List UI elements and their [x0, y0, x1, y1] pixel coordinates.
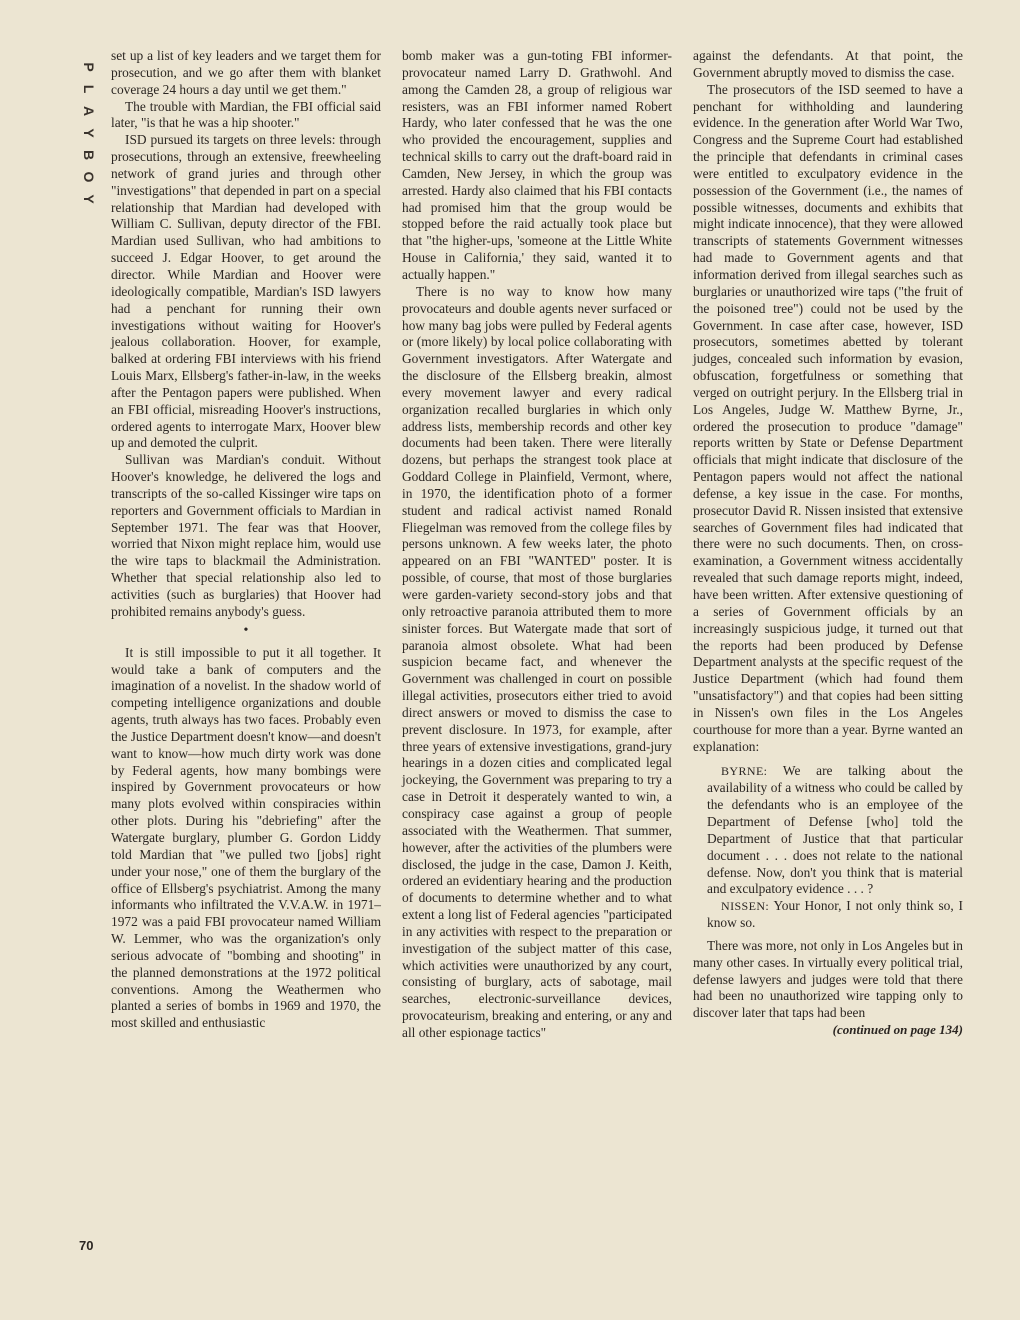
paragraph: There is no way to know how many provocateurs and double agents never surfaced or how many bag jobs were pulled by Federal agents or (more likely) by local police collaborating with Government investigators. After Watergate and the disclosure of the Ellsberg breakin, almost every movement lawyer and every radical organization recalled burglaries in which only address lists, membership records and other key documents had been taken. There were literally dozens, but perhaps the strangest took place at Goddard College in Plainfield, Vermont, where, in 1970, the identification photo of a former student and radical activist named Ronald Fliegelman was removed from the college files by persons unknown. A few weeks later, the photo appeared on an FBI "WANTED" poster. It is possible, of course, that most of those burglaries were garden-variety second-story jobs and that only retroactive paranoia attributed them to more sinister forces. But Watergate made that sort of paranoia almost obsolete. What had been suspicion became fact, and whenever the Government was challenged in court on possible illegal activities, prosecutors either tried to avoid direct answers or moved to dismiss the case to prevent disclosure. In 1973, for example, after three years of extensive investigations, grand-jury hearings in a dozen cities and complicated legal jockeying, the Government was preparing to try a case in Detroit it desperately wanted to win, a conspiracy case against a group of people associated with the Weathermen. That summer, however, after the activities of the plumbers were disclosed, the judge in the case, Damon J. Keith, ordered an evidentiary hearing and the production of documents to determine whether and to what extent a long list of Federal agencies "participated in any activities with respect to the preparation or investigation of the subject matter of this case, which activities were unauthorized by any court, consisting of burglary, acts of sabotage, mail searches, electronic-surveillance devices, provocateurism, breaking and entering, or any and all other espionage tactics" — [402, 283, 672, 1040]
article-column-1 — [111, 48, 381, 1032]
paragraph: set up a list of key leaders and we target them for prosecution, and we go after them with blanket coverage 24 hours a day until we get them." — [111, 48, 381, 97]
page-number: 70 — [79, 1238, 94, 1253]
transcript-text: We are talking about the availability of a witness who could be called by the defendants who is an employee of the Department of Defense [who] told the Department of Justice that that particular document . . . does not relate to the national defense. Now, don't you think that is material and exculpatory evidence . . . ? — [707, 763, 964, 897]
logo-letter: P — [81, 62, 97, 72]
transcript-text: Your Honor, I not only think so, I know so. — [707, 898, 963, 931]
speaker-label: BYRNE: — [721, 764, 768, 779]
paragraph: It is still impossible to put it all together. It would take a bank of computers and the imagination of a novelist. In the shadow world of competing intelligence organizations and double agents, truth always has two faces. Probably even the Justice Department doesn't know—and doesn't want to know—how much dirty work was done by Federal agents, how many bombings were inspired by Government provocateurs or how many plots evolved within conspiracies within other plots. During his "debriefing" after the Watergate burglary, plumber G. Gordon Liddy told Mardian that "we pulled two [jobs] right under your nose," one of them the burglary of the office of Ellsberg's psychiatrist. Among the many informants who infiltrated the V.V.A.W. in 1971–1972 was a paid FBI provocateur named William W. Lemmer, who was the organization's only serious advocate of "bombing and shooting" in the planned demonstrations at the 1972 political conventions. Among the Weathermen who planted a series of bombs in 1969 and 1970, the most skilled and enthusiastic — [111, 644, 381, 1031]
court-transcript — [707, 763, 963, 931]
logo-letter: A — [81, 105, 97, 117]
magazine-logo — [79, 56, 99, 210]
section-separator: • — [243, 622, 249, 638]
paragraph: There was more, not only in Los Angeles but in many other cases. In virtually every political trial, defense lawyers and judges were told that there had been no unauthorized wire tapping only to discover later that taps had been — [693, 937, 963, 1021]
transcript-entry — [707, 763, 963, 898]
article-column-2 — [402, 48, 672, 1042]
transcript-entry — [707, 898, 963, 932]
article-column-3 — [693, 48, 963, 1039]
paragraph: bomb maker was a gun-toting FBI informer-provocateur named Larry D. Grathwohl. And among the Camden 28, a group of religious war resisters, was an FBI informer named Robert Hardy, who later confessed that he was the one who provided the encouragement, supplies and technical skills to carry out the draft-board raid in Camden, New Jersey, in which the group was arrested. Hardy also claimed that his FBI contacts had promised him that the group would be stopped before the raid actually took place but that "the higher-ups, 'someone at the Little White House in California,' they said, wanted it to actually happen." — [402, 48, 672, 282]
logo-letter: L — [81, 84, 97, 94]
logo-letter: O — [81, 171, 97, 183]
continued-link[interactable]: (continued on page 134) — [832, 1022, 963, 1038]
paragraph: The prosecutors of the ISD seemed to have a penchant for withholding and laundering evidence. In the generation after World War Two, Congress and the Supreme Court had established the principle that defendants in criminal cases were entitled to exculpatory evidence in the possession of the Government (i.e., the names of possible witnesses, documents and exhibits that might indicate innocence), that they were allowed transcripts of statements Government witnesses had made to Government agents and that information derived from illegal searches such as burglaries or unauthorized wire taps ("the fruit of the poisoned tree") could not be used by the Government. In case after case, however, ISD prosecutors, sometimes abetted by tolerant judges, concealed such information by evasion, obfuscation, forgetfulness or something that verged on outright perjury. In the Ellsberg trial in Los Angeles, Judge W. Matthew Byrne, Jr., ordered the prosecution to produce "damage" reports written by State or Defense Department officials that might indicate that disclosure of the Pentagon papers would not affect the national defense, a key issue in the case. For months, prosecutor David R. Nissen insisted that extensive searches of Government files had indicated that there were no such documents. Then, on cross-examination, a Government witness accidentally revealed that such damage reports might, indeed, have been written. After extensive questioning of a series of Government officials by an increasingly suspicious judge, it turned out that the reports had been produced by Defense Department analysts at the specific request of the Justice Department (which had found them "unsatisfactory") and that copies had been sitting in Nissen's own files in the Los Angeles courthouse for more than a year. Byrne wanted an explanation: — [693, 81, 963, 754]
paragraph: The trouble with Mardian, the FBI official said later, "is that he was a hip shooter." — [111, 98, 381, 131]
logo-letter: Y — [81, 194, 97, 204]
paragraph: against the defendants. At that point, the Government abruptly moved to dismiss the case. — [693, 48, 963, 80]
speaker-label: NISSEN: — [721, 899, 770, 914]
logo-letter: B — [81, 149, 97, 161]
paragraph: Sullivan was Mardian's conduit. Without Hoover's knowledge, he delivered the logs and transcripts of the so-called Kissinger wire taps on reporters and Government officials to Mardian in September 1971. The fear was that Hoover, worried that Nixon might replace him, would use the wire taps to blackmail the Administration. Whether that special relationship also led to activities (such as burglaries) that Hoover had prohibited remains anybody's guess. — [111, 452, 381, 619]
logo-letter: Y — [81, 128, 97, 138]
paragraph: ISD pursued its targets on three levels: through prosecutions, through an extensive, freewheeling network of grand juries and through other "investigations" that depended in part on a special relationship that Mardian had developed with William C. Sullivan, deputy director of the FBI. Mardian used Sullivan, who had ambitions to succeed J. Edgar Hoover, to get around the director. While Mardian and Hoover were ideologically compatible, Mardian's ISD lawyers had a penchant for running their own investigations without waiting for Hoover's jealous collaboration. Hoover, for example, balked at ordering FBI interviews with his friend Louis Marx, Ellsberg's father-in-law, in the weeks after the Pentagon papers were published. When an FBI official, misreading Hoover's instructions, ordered agents to interrogate Marx, Hoover blew up and demoted the culprit. — [111, 132, 381, 451]
